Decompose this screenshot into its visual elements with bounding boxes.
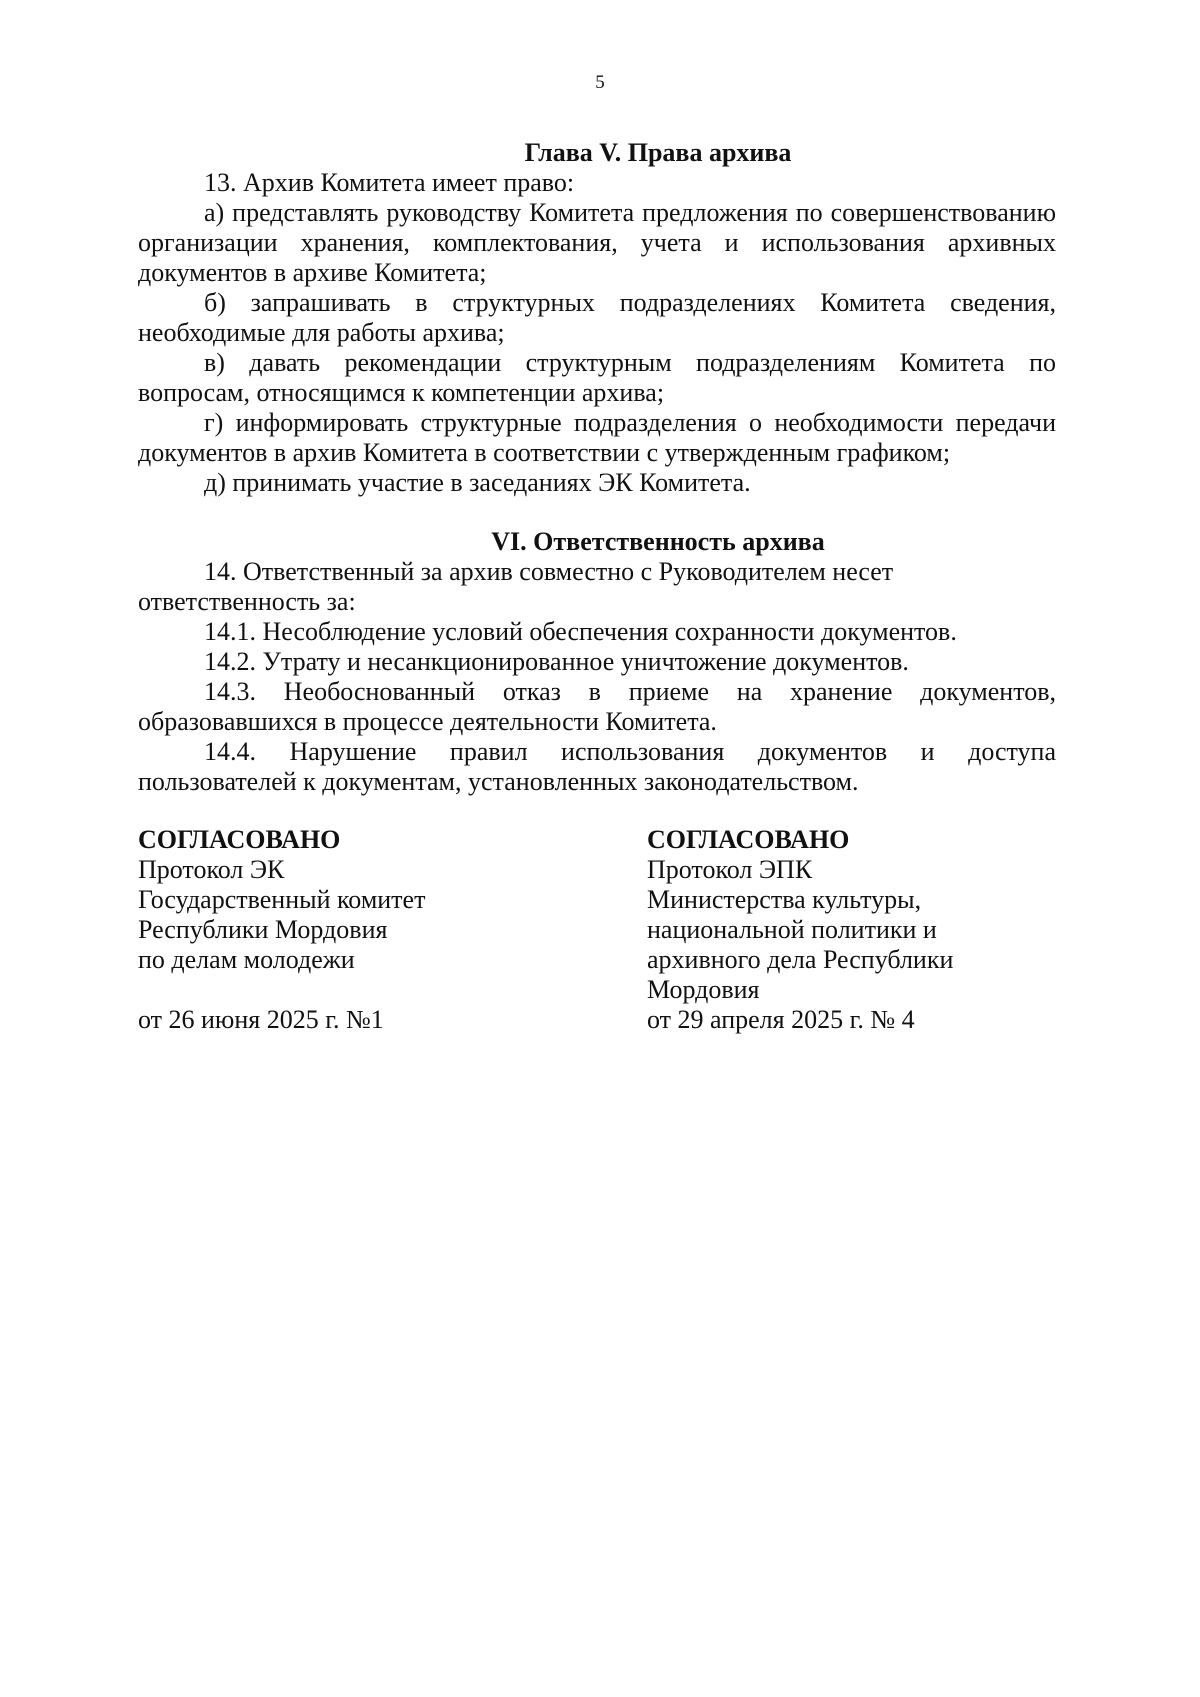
chapter-6-section [138, 527, 1056, 797]
approval-right-line: Мордовия [647, 975, 760, 1004]
page-number: 5 [595, 72, 605, 93]
approval-right-line: Министерства культуры, [647, 885, 922, 914]
approval-left-date: от 26 июня 2025 г. №1 [138, 1005, 384, 1034]
approval-right-line: национальной политики и [647, 915, 937, 944]
chapter-6-item-1: 14.1. Несоблюдение условий обеспечения сохранности документов. [204, 617, 957, 646]
approval-left-line: по делам молодежи [138, 945, 355, 974]
chapter-6-item-4: 14.4. Нарушение правил использования документов и доступа пользователей к документам, установленных законодательством. [138, 737, 1056, 796]
approval-left-title: СОГЛАСОВАНО [138, 825, 341, 854]
chapter-6-intro-line-2: ответственность за: [138, 587, 356, 616]
chapter-6-title: VI. Ответственность архива [491, 527, 825, 556]
chapter-5-item-g: г) информировать структурные подразделения о необходимости передачи документов в архив Комитета в соответствии с утвержденным графиком; [138, 408, 1056, 467]
chapter-6-item-3: 14.3. Необоснованный отказ в приеме на хранение документов, образовавшихся в процессе деятельности Комитета. [138, 677, 1056, 736]
approval-left [138, 825, 425, 1035]
spacer [138, 975, 425, 1005]
chapter-5-item-d: д) принимать участие в заседаниях ЭК Комитета. [204, 468, 751, 497]
chapter-6-item-2: 14.2. Утрату и несанкционированное уничтожение документов. [204, 647, 909, 676]
approval-right [647, 825, 953, 1035]
chapter-5-item-v: в) давать рекомендации структурным подразделениям Комитета по вопросам, относящимся к компетенции архива; [138, 348, 1056, 407]
chapter-6-intro-line-1: 14. Ответственный за архив совместно с Руководителем несет [204, 557, 894, 586]
approval-left-line: Протокол ЭК [138, 855, 285, 884]
chapter-5-item-b: б) запрашивать в структурных подразделениях Комитета сведения, необходимые для работы архива; [138, 288, 1056, 347]
approval-right-title: СОГЛАСОВАНО [647, 825, 850, 854]
chapter-5-section [138, 138, 1056, 498]
approval-right-line: Протокол ЭПК [647, 855, 813, 884]
approval-left-line: Республики Мордовия [138, 915, 388, 944]
approval-right-line: архивного дела Республики [647, 945, 954, 974]
approval-left-line: Государственный комитет [138, 885, 426, 914]
chapter-5-intro: 13. Архив Комитета имеет право: [204, 168, 575, 197]
chapter-5-title: Глава V. Права архива [524, 138, 792, 167]
chapter-5-item-a: а) представлять руководству Комитета предложения по совершенствованию организации хранения, комплектования, учета и использования архивных документов в архиве Комитета; [138, 198, 1056, 287]
approval-right-date: от 29 апреля 2025 г. № 4 [647, 1005, 915, 1034]
